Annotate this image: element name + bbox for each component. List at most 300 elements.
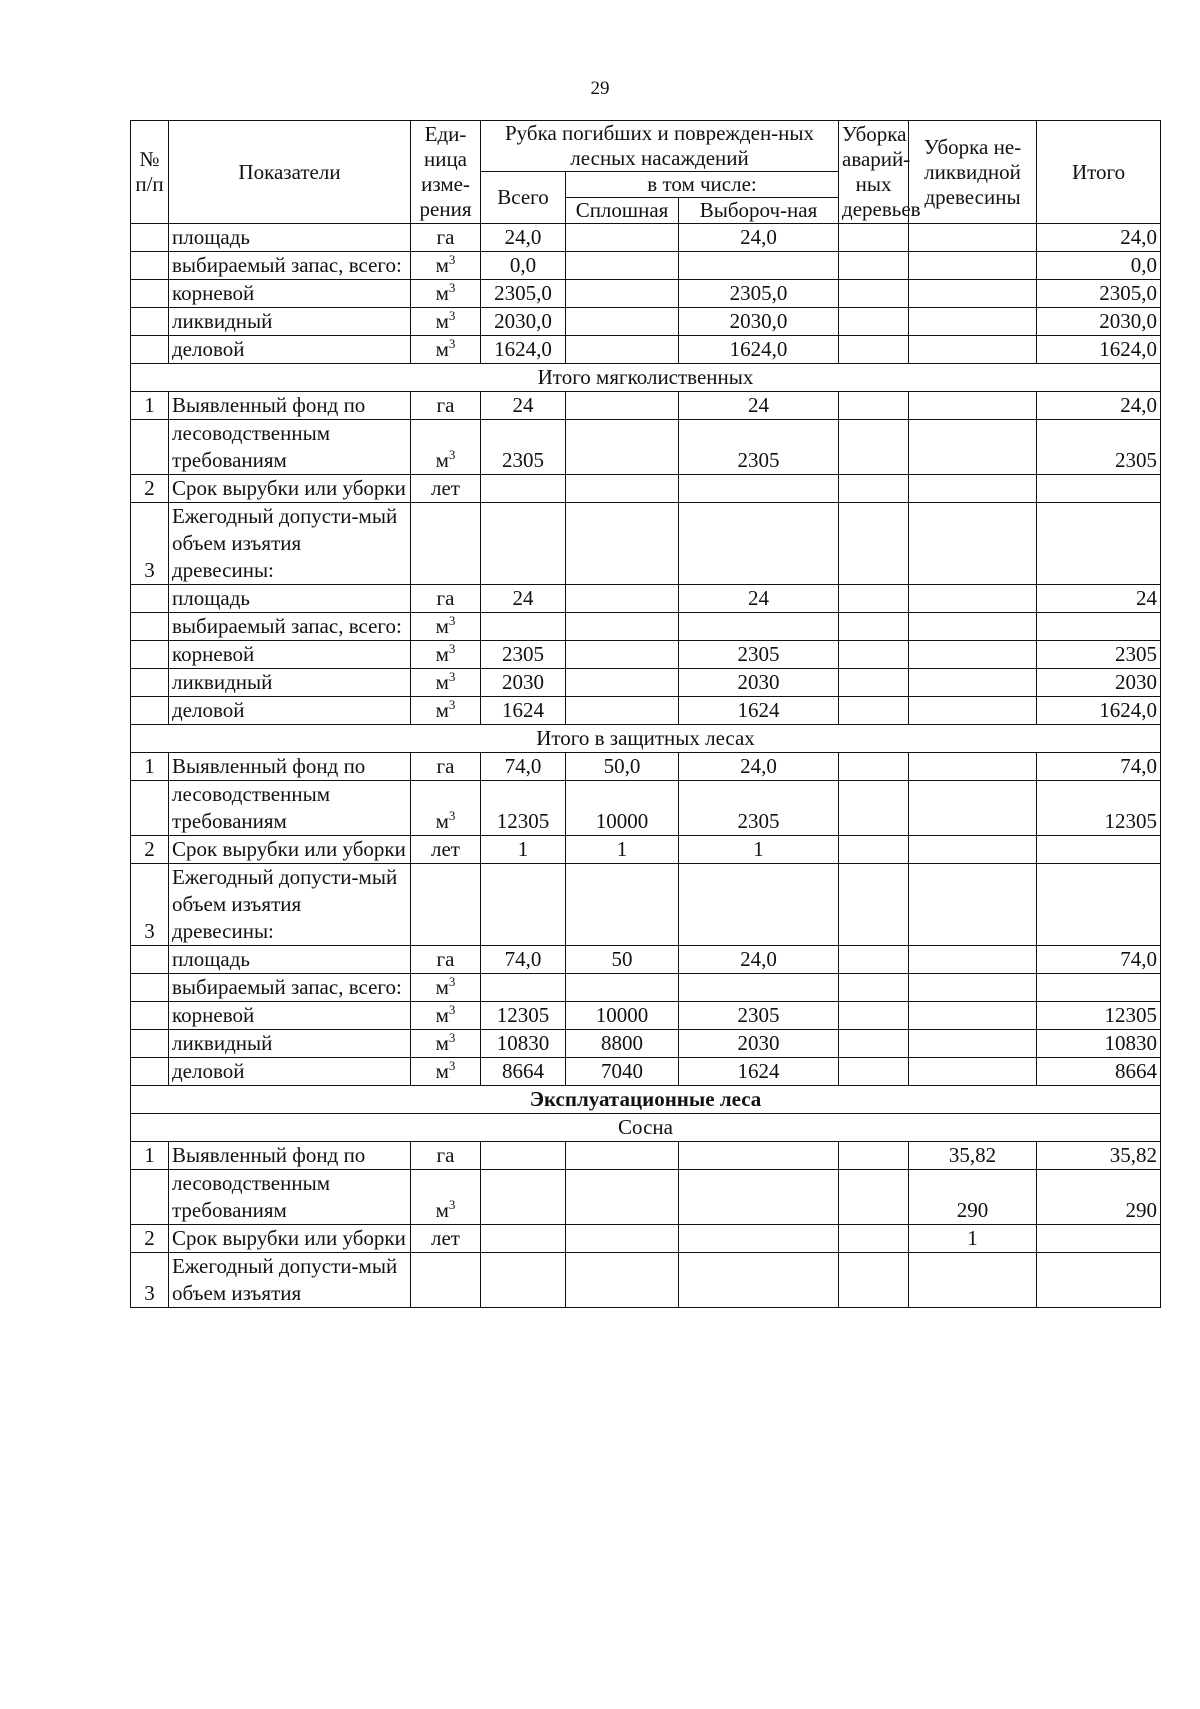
header-selective: Выбороч-ная <box>679 198 839 224</box>
grand-total-cell <box>1037 864 1161 946</box>
clear-felling-cell <box>566 336 679 364</box>
unit-text: м <box>435 614 449 638</box>
unit-superscript: 3 <box>448 1002 456 1017</box>
grand-total-cell <box>1037 613 1161 641</box>
nonliquid-cell: 290 <box>909 1170 1037 1225</box>
unit-text: лет <box>431 837 460 861</box>
row-number <box>131 252 169 280</box>
grand-total-cell: 2305 <box>1037 420 1161 475</box>
grand-total-cell: 24 <box>1037 585 1161 613</box>
nonliquid-cell <box>909 585 1037 613</box>
total-cell <box>481 1170 566 1225</box>
unit-text: м <box>435 309 449 333</box>
grand-total-cell: 1624,0 <box>1037 336 1161 364</box>
row-number: 1 <box>131 753 169 781</box>
emergency-cell <box>839 503 909 585</box>
clear-felling-cell: 8800 <box>566 1030 679 1058</box>
row-number <box>131 697 169 725</box>
header-group-felling: Рубка погибших и поврежден-ных лесных насаждений <box>481 121 839 172</box>
unit-cell <box>411 781 481 836</box>
clear-felling-cell <box>566 974 679 1002</box>
selective-felling-cell: 2305,0 <box>679 280 839 308</box>
header-emergency: Уборка аварий-ных деревьев <box>839 121 909 224</box>
total-cell: 2305 <box>481 641 566 669</box>
table-row <box>131 974 1161 1002</box>
emergency-cell <box>839 669 909 697</box>
row-number <box>131 224 169 252</box>
unit-cell <box>411 224 481 252</box>
page-number: 29 <box>590 78 610 99</box>
unit-cell <box>411 974 481 1002</box>
emergency-cell <box>839 946 909 974</box>
row-number: 2 <box>131 475 169 503</box>
grand-total-cell: 2305 <box>1037 641 1161 669</box>
nonliquid-cell <box>909 697 1037 725</box>
emergency-cell <box>839 641 909 669</box>
grand-total-cell: 2305,0 <box>1037 280 1161 308</box>
row-number: 2 <box>131 836 169 864</box>
table-row <box>131 864 1161 946</box>
unit-cell <box>411 669 481 697</box>
unit-cell <box>411 1225 481 1253</box>
table-row <box>131 1058 1161 1086</box>
selective-felling-cell <box>679 613 839 641</box>
table-body <box>131 224 1161 1308</box>
unit-cell <box>411 1142 481 1170</box>
row-number <box>131 974 169 1002</box>
table-row <box>131 1225 1161 1253</box>
row-number: 2 <box>131 1225 169 1253</box>
total-cell: 12305 <box>481 1002 566 1030</box>
unit-text: лет <box>431 476 460 500</box>
indicator-cell: Срок вырубки или уборки <box>169 475 411 503</box>
header-num: № п/п <box>131 121 169 224</box>
header-clear: Сплошная <box>566 198 679 224</box>
table-row <box>131 669 1161 697</box>
indicator-cell: корневой <box>169 641 411 669</box>
row-number <box>131 280 169 308</box>
emergency-cell <box>839 308 909 336</box>
unit-cell <box>411 475 481 503</box>
unit-text: м <box>435 1198 449 1222</box>
row-number <box>131 308 169 336</box>
table-row <box>131 336 1161 364</box>
row-number: 1 <box>131 1142 169 1170</box>
nonliquid-cell <box>909 420 1037 475</box>
unit-superscript: 3 <box>448 641 456 656</box>
table-row <box>131 475 1161 503</box>
total-cell <box>481 475 566 503</box>
selective-felling-cell: 24,0 <box>679 224 839 252</box>
unit-cell <box>411 1253 481 1308</box>
emergency-cell <box>839 224 909 252</box>
clear-felling-cell: 1 <box>566 836 679 864</box>
clear-felling-cell: 50 <box>566 946 679 974</box>
nonliquid-cell: 1 <box>909 1225 1037 1253</box>
grand-total-cell: 2030,0 <box>1037 308 1161 336</box>
section-title: Итого мягколиственных <box>131 364 1161 392</box>
section-title: Эксплуатационные леса <box>131 1086 1161 1114</box>
indicator-cell: корневой <box>169 1002 411 1030</box>
selective-felling-cell <box>679 864 839 946</box>
table-row <box>131 585 1161 613</box>
nonliquid-cell <box>909 475 1037 503</box>
unit-cell <box>411 753 481 781</box>
indicator-cell: Ежегодный допусти-мый объем изъятия древесины: <box>169 503 411 585</box>
selective-felling-cell: 2030,0 <box>679 308 839 336</box>
emergency-cell <box>839 475 909 503</box>
indicator-cell: площадь <box>169 585 411 613</box>
unit-text: га <box>436 947 455 971</box>
total-cell: 1624,0 <box>481 336 566 364</box>
unit-cell <box>411 1170 481 1225</box>
unit-text: м <box>435 975 449 999</box>
section-row <box>131 1086 1161 1114</box>
grand-total-cell <box>1037 1225 1161 1253</box>
indicator-cell: Выявленный фонд по <box>169 753 411 781</box>
row-number <box>131 641 169 669</box>
total-cell: 8664 <box>481 1058 566 1086</box>
emergency-cell <box>839 1225 909 1253</box>
unit-cell <box>411 308 481 336</box>
unit-cell <box>411 252 481 280</box>
clear-felling-cell: 50,0 <box>566 753 679 781</box>
unit-text: лет <box>431 1226 460 1250</box>
unit-text: м <box>435 448 449 472</box>
selective-felling-cell: 24 <box>679 392 839 420</box>
table-row <box>131 503 1161 585</box>
unit-cell <box>411 613 481 641</box>
section-row <box>131 364 1161 392</box>
selective-felling-cell: 1624,0 <box>679 336 839 364</box>
unit-text: м <box>435 698 449 722</box>
table-row <box>131 697 1161 725</box>
selective-felling-cell: 1624 <box>679 1058 839 1086</box>
unit-cell <box>411 420 481 475</box>
emergency-cell <box>839 1030 909 1058</box>
table-row <box>131 1030 1161 1058</box>
nonliquid-cell <box>909 503 1037 585</box>
table-row <box>131 1253 1161 1308</box>
row-number: 3 <box>131 864 169 946</box>
table-row <box>131 280 1161 308</box>
nonliquid-cell <box>909 308 1037 336</box>
unit-text: м <box>435 337 449 361</box>
emergency-cell <box>839 864 909 946</box>
indicator-cell: деловой <box>169 697 411 725</box>
total-cell: 2030 <box>481 669 566 697</box>
table-row <box>131 224 1161 252</box>
emergency-cell <box>839 280 909 308</box>
nonliquid-cell <box>909 753 1037 781</box>
total-cell: 12305 <box>481 781 566 836</box>
total-cell: 1624 <box>481 697 566 725</box>
clear-felling-cell <box>566 280 679 308</box>
indicator-cell: площадь <box>169 946 411 974</box>
selective-felling-cell: 1624 <box>679 697 839 725</box>
table-row <box>131 420 1161 475</box>
total-cell: 2305,0 <box>481 280 566 308</box>
unit-superscript: 3 <box>448 336 456 351</box>
unit-cell <box>411 1058 481 1086</box>
emergency-cell <box>839 252 909 280</box>
table-row <box>131 392 1161 420</box>
header-nonliquid: Уборка не-ликвидной древесины <box>909 121 1037 224</box>
grand-total-cell: 10830 <box>1037 1030 1161 1058</box>
clear-felling-cell <box>566 1142 679 1170</box>
unit-text: га <box>436 393 455 417</box>
unit-cell <box>411 946 481 974</box>
table-row <box>131 641 1161 669</box>
table-row <box>131 1002 1161 1030</box>
clear-felling-cell <box>566 224 679 252</box>
grand-total-cell: 24,0 <box>1037 392 1161 420</box>
unit-superscript: 3 <box>448 697 456 712</box>
nonliquid-cell <box>909 864 1037 946</box>
unit-cell <box>411 585 481 613</box>
section-title: Сосна <box>131 1114 1161 1142</box>
unit-superscript: 3 <box>448 1197 456 1212</box>
unit-superscript: 3 <box>448 1058 456 1073</box>
unit-text: га <box>436 586 455 610</box>
header-including: в том числе: <box>566 172 839 198</box>
unit-cell <box>411 697 481 725</box>
row-number <box>131 585 169 613</box>
grand-total-cell <box>1037 974 1161 1002</box>
table-row <box>131 1142 1161 1170</box>
indicator-cell: лесоводственным требованиям <box>169 1170 411 1225</box>
row-number <box>131 1030 169 1058</box>
unit-text: га <box>436 1143 455 1167</box>
table-row <box>131 252 1161 280</box>
unit-text: м <box>435 642 449 666</box>
table-row <box>131 781 1161 836</box>
emergency-cell <box>839 420 909 475</box>
grand-total-cell: 8664 <box>1037 1058 1161 1086</box>
clear-felling-cell <box>566 420 679 475</box>
unit-text: га <box>436 754 455 778</box>
clear-felling-cell <box>566 669 679 697</box>
table-row <box>131 836 1161 864</box>
nonliquid-cell <box>909 946 1037 974</box>
nonliquid-cell <box>909 669 1037 697</box>
emergency-cell <box>839 613 909 641</box>
nonliquid-cell <box>909 1030 1037 1058</box>
clear-felling-cell <box>566 613 679 641</box>
clear-felling-cell: 7040 <box>566 1058 679 1086</box>
indicator-cell: корневой <box>169 280 411 308</box>
row-number <box>131 669 169 697</box>
clear-felling-cell <box>566 1225 679 1253</box>
indicator-cell: ликвидный <box>169 1030 411 1058</box>
unit-text: м <box>435 281 449 305</box>
grand-total-cell <box>1037 1253 1161 1308</box>
unit-superscript: 3 <box>448 252 456 267</box>
total-cell <box>481 1142 566 1170</box>
total-cell: 74,0 <box>481 753 566 781</box>
emergency-cell <box>839 1058 909 1086</box>
emergency-cell <box>839 1002 909 1030</box>
unit-cell <box>411 641 481 669</box>
emergency-cell <box>839 1142 909 1170</box>
total-cell <box>481 613 566 641</box>
row-number <box>131 336 169 364</box>
unit-text: м <box>435 670 449 694</box>
table-row <box>131 308 1161 336</box>
unit-superscript: 3 <box>448 613 456 628</box>
indicator-cell: выбираемый запас, всего: <box>169 252 411 280</box>
clear-felling-cell <box>566 308 679 336</box>
emergency-cell <box>839 753 909 781</box>
selective-felling-cell: 2305 <box>679 781 839 836</box>
selective-felling-cell: 24 <box>679 585 839 613</box>
total-cell: 2030,0 <box>481 308 566 336</box>
unit-cell <box>411 1002 481 1030</box>
table-row <box>131 613 1161 641</box>
clear-felling-cell <box>566 1253 679 1308</box>
grand-total-cell: 12305 <box>1037 781 1161 836</box>
row-number <box>131 781 169 836</box>
nonliquid-cell <box>909 613 1037 641</box>
clear-felling-cell <box>566 1170 679 1225</box>
row-number <box>131 946 169 974</box>
clear-felling-cell <box>566 475 679 503</box>
selective-felling-cell <box>679 974 839 1002</box>
grand-total-cell <box>1037 475 1161 503</box>
grand-total-cell: 12305 <box>1037 1002 1161 1030</box>
total-cell: 0,0 <box>481 252 566 280</box>
emergency-cell <box>839 585 909 613</box>
nonliquid-cell <box>909 781 1037 836</box>
selective-felling-cell: 24,0 <box>679 753 839 781</box>
nonliquid-cell <box>909 974 1037 1002</box>
indicator-cell: Срок вырубки или уборки <box>169 836 411 864</box>
total-cell: 24 <box>481 392 566 420</box>
unit-text: га <box>436 225 455 249</box>
total-cell <box>481 974 566 1002</box>
row-number: 3 <box>131 1253 169 1308</box>
unit-superscript: 3 <box>448 280 456 295</box>
section-row <box>131 1114 1161 1142</box>
selective-felling-cell <box>679 1170 839 1225</box>
nonliquid-cell <box>909 641 1037 669</box>
row-number <box>131 613 169 641</box>
indicator-cell: Ежегодный допусти-мый объем изъятия <box>169 1253 411 1308</box>
unit-superscript: 3 <box>448 669 456 684</box>
grand-total-cell: 0,0 <box>1037 252 1161 280</box>
grand-total-cell: 1624,0 <box>1037 697 1161 725</box>
grand-total-cell: 74,0 <box>1037 946 1161 974</box>
row-number: 3 <box>131 503 169 585</box>
selective-felling-cell: 2030 <box>679 669 839 697</box>
total-cell: 24 <box>481 585 566 613</box>
clear-felling-cell <box>566 252 679 280</box>
unit-superscript: 3 <box>448 808 456 823</box>
nonliquid-cell <box>909 336 1037 364</box>
indicator-cell: Выявленный фонд по <box>169 392 411 420</box>
table-row <box>131 1170 1161 1225</box>
indicator-cell: Ежегодный допусти-мый объем изъятия древесины: <box>169 864 411 946</box>
emergency-cell <box>839 697 909 725</box>
emergency-cell <box>839 836 909 864</box>
total-cell: 1 <box>481 836 566 864</box>
total-cell <box>481 503 566 585</box>
emergency-cell <box>839 1253 909 1308</box>
unit-cell <box>411 336 481 364</box>
total-cell: 74,0 <box>481 946 566 974</box>
nonliquid-cell: 35,82 <box>909 1142 1037 1170</box>
indicator-cell: ликвидный <box>169 308 411 336</box>
unit-cell <box>411 1030 481 1058</box>
total-cell: 10830 <box>481 1030 566 1058</box>
selective-felling-cell <box>679 475 839 503</box>
row-number <box>131 420 169 475</box>
unit-text: м <box>435 1059 449 1083</box>
grand-total-cell: 24,0 <box>1037 224 1161 252</box>
table-header <box>131 121 1161 224</box>
selective-felling-cell: 2305 <box>679 1002 839 1030</box>
clear-felling-cell <box>566 503 679 585</box>
emergency-cell <box>839 392 909 420</box>
header-unit: Еди-ница изме-рения <box>411 121 481 224</box>
nonliquid-cell <box>909 252 1037 280</box>
grand-total-cell: 35,82 <box>1037 1142 1161 1170</box>
unit-superscript: 3 <box>448 447 456 462</box>
grand-total-cell <box>1037 836 1161 864</box>
clear-felling-cell <box>566 585 679 613</box>
emergency-cell <box>839 336 909 364</box>
total-cell <box>481 1225 566 1253</box>
emergency-cell <box>839 1170 909 1225</box>
unit-cell <box>411 864 481 946</box>
clear-felling-cell <box>566 641 679 669</box>
clear-felling-cell: 10000 <box>566 781 679 836</box>
selective-felling-cell <box>679 1225 839 1253</box>
indicator-cell: выбираемый запас, всего: <box>169 974 411 1002</box>
forest-table <box>130 120 1161 1308</box>
nonliquid-cell <box>909 1058 1037 1086</box>
nonliquid-cell <box>909 224 1037 252</box>
total-cell: 24,0 <box>481 224 566 252</box>
nonliquid-cell <box>909 280 1037 308</box>
unit-text: м <box>435 1003 449 1027</box>
selective-felling-cell: 2030 <box>679 1030 839 1058</box>
header-grand-total: Итого <box>1037 121 1161 224</box>
unit-superscript: 3 <box>448 974 456 989</box>
grand-total-cell: 290 <box>1037 1170 1161 1225</box>
emergency-cell <box>839 781 909 836</box>
indicator-cell: лесоводственным требованиям <box>169 781 411 836</box>
unit-cell <box>411 392 481 420</box>
unit-cell <box>411 836 481 864</box>
nonliquid-cell <box>909 1002 1037 1030</box>
table-row <box>131 946 1161 974</box>
selective-felling-cell <box>679 1142 839 1170</box>
clear-felling-cell: 10000 <box>566 1002 679 1030</box>
total-cell <box>481 864 566 946</box>
selective-felling-cell <box>679 252 839 280</box>
row-number <box>131 1002 169 1030</box>
indicator-cell: Срок вырубки или уборки <box>169 1225 411 1253</box>
selective-felling-cell: 1 <box>679 836 839 864</box>
unit-cell <box>411 503 481 585</box>
unit-text: м <box>435 1031 449 1055</box>
unit-text: м <box>435 809 449 833</box>
clear-felling-cell <box>566 392 679 420</box>
indicator-cell: площадь <box>169 224 411 252</box>
header-indicators: Показатели <box>169 121 411 224</box>
grand-total-cell: 74,0 <box>1037 753 1161 781</box>
